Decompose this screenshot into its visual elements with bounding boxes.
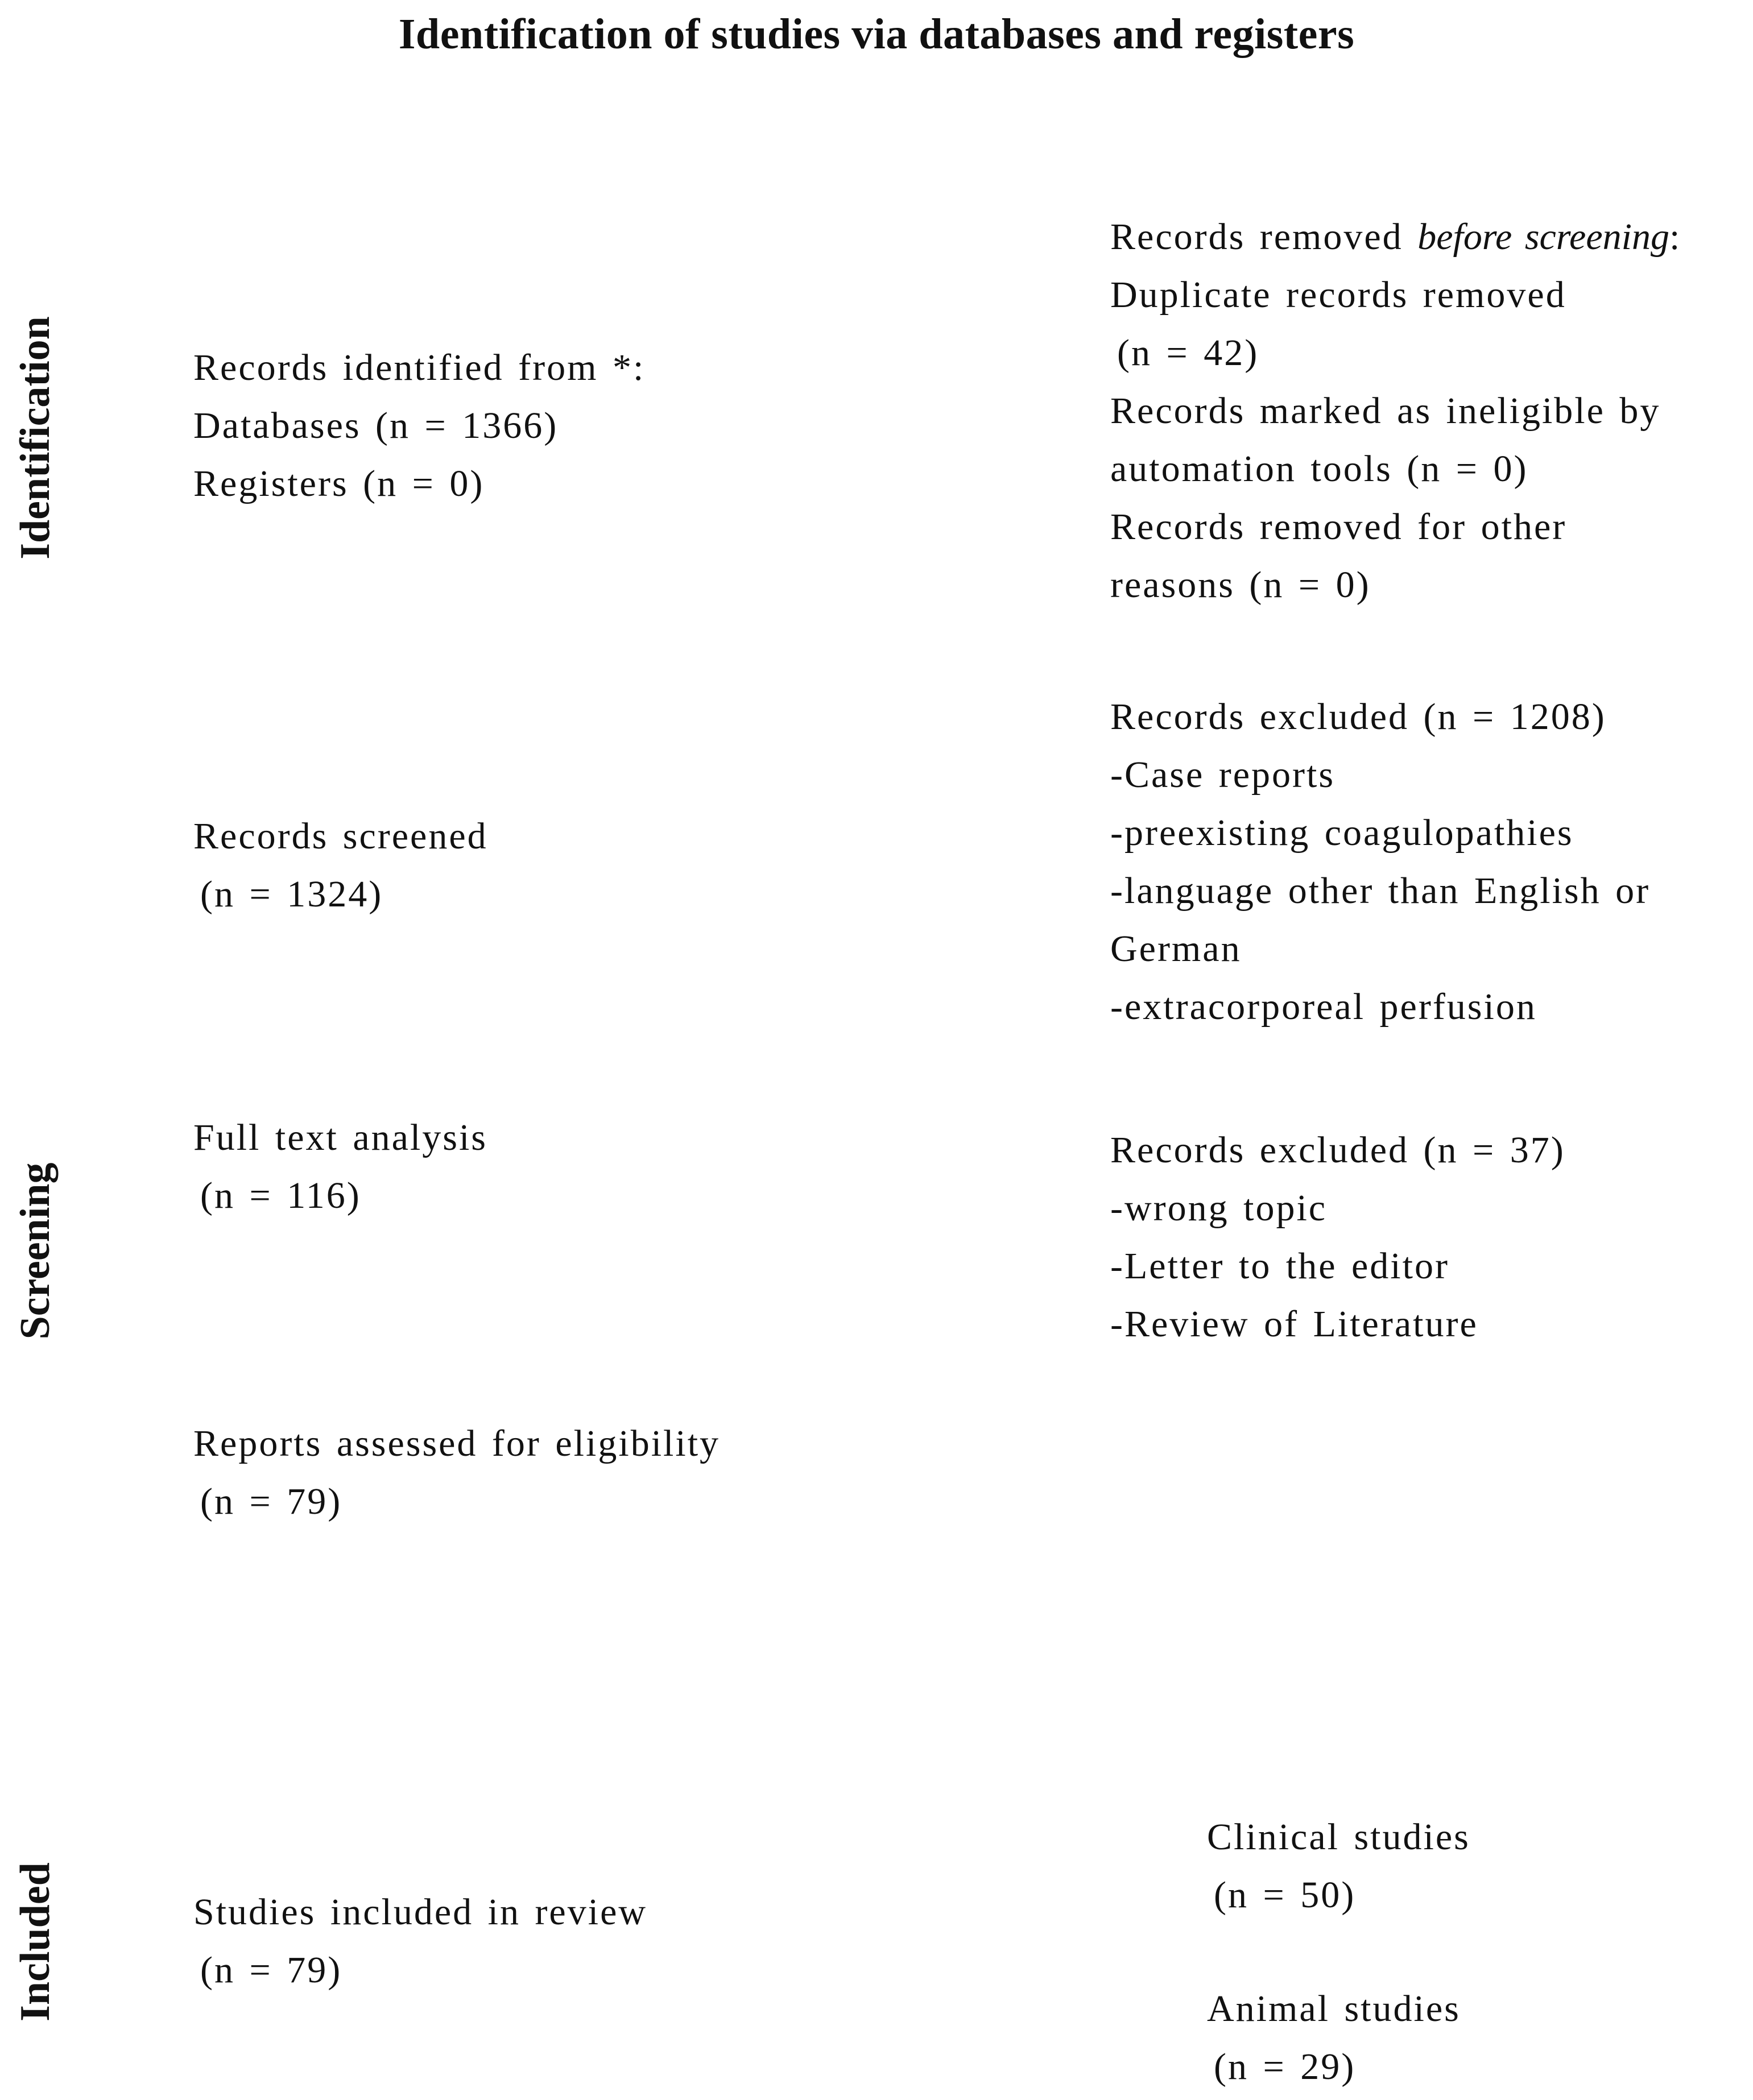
databases-count: Databases (n = 1366) [193,405,559,446]
registers-count: Registers (n = 0) [193,463,485,504]
records-screened-box [193,807,488,923]
removed-other-reasons-count: reasons (n = 0) [1110,564,1371,606]
records-excluded-box-2 [1110,1121,1565,1372]
full-text-analysis-count: (n = 116) [200,1175,361,1216]
records-identified-box [193,339,645,513]
stage-label-identification: Identification [12,316,59,560]
records-screened-label: Records screened [193,815,488,857]
animal-studies-count: (n = 29) [1214,2046,1356,2087]
exclusion-reason: -wrong topic [1110,1187,1328,1229]
stage-label-screening: Screening [12,1162,59,1340]
studies-included-count: (n = 79) [200,1949,342,1991]
diagram-title: Identification of studies via databases and registers [398,10,1355,58]
records-removed-box [1110,208,1681,614]
clinical-studies-count: (n = 50) [1214,1874,1356,1916]
before-screening-text: before screening [1417,216,1669,258]
reports-assessed-count: (n = 79) [200,1481,342,1522]
reports-assessed-box [193,1415,720,1531]
exclusion-reason: -Letter to the editor [1110,1245,1449,1287]
records-excluded-heading-1: Records excluded (n = 1208) [1110,696,1606,738]
clinical-studies-label: Clinical studies [1207,1816,1470,1858]
records-excluded-heading-2: Records excluded (n = 37) [1110,1129,1565,1171]
removed-other-reasons-label: Records removed for other [1110,506,1567,548]
exclusion-reason: -language other than English or [1110,870,1651,912]
animal-studies-label: Animal studies [1207,1988,1461,2029]
full-text-analysis-label: Full text analysis [193,1117,487,1158]
full-text-analysis-box [193,1109,487,1225]
stage-label-included: Included [12,1862,59,2022]
ineligible-by-automation-count: automation tools (n = 0) [1110,448,1528,490]
reports-assessed-label: Reports assessed for eligibility [193,1423,721,1464]
duplicates-removed-label: Duplicate records removed [1110,274,1566,316]
animal-studies-box [1207,1980,1461,2096]
exclusion-reason: -extracorporeal perfusion [1110,986,1537,1028]
records-removed-heading: Records removed before screening: [1110,216,1682,258]
clinical-studies-box [1207,1808,1470,1924]
studies-included-box [193,1883,647,1999]
exclusion-reason: -Case reports [1110,754,1336,796]
records-excluded-box-1 [1110,688,1650,1036]
records-identified-heading: Records identified from *: [193,347,646,388]
studies-included-label: Studies included in review [193,1891,648,1933]
records-screened-count: (n = 1324) [200,873,383,915]
exclusion-reason: German [1110,928,1242,970]
exclusion-reason: -preexisting coagulopathies [1110,812,1574,854]
duplicates-removed-count: (n = 42) [1117,332,1259,374]
ineligible-by-automation-label: Records marked as ineligible by [1110,390,1661,432]
exclusion-reason: -Review of Literature [1110,1303,1478,1345]
